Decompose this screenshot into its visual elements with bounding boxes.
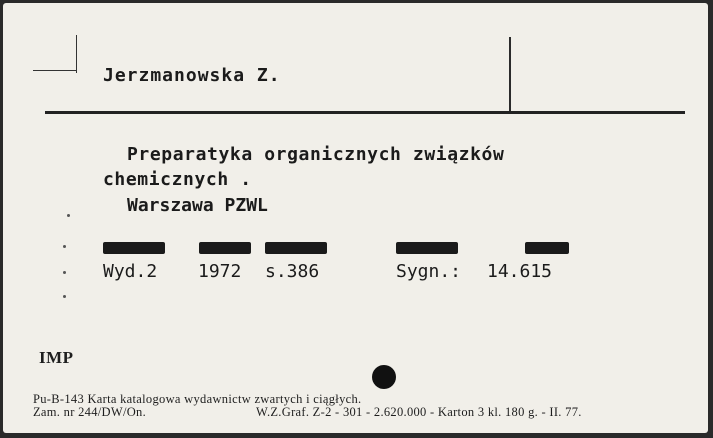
footer-order-number: Zam. nr 244/DW/On.	[33, 405, 147, 419]
title-line-2: chemicznych .	[103, 169, 252, 190]
margin-dot	[63, 295, 66, 298]
signature-label: Sygn.:	[396, 261, 462, 282]
publication-year: 1972	[198, 261, 242, 282]
imp-stamp: IMP	[39, 348, 74, 367]
page-count: s.386	[265, 261, 320, 282]
corner-mark-vertical	[76, 35, 77, 73]
corner-mark-horizontal	[33, 70, 77, 71]
punch-hole	[372, 365, 396, 389]
strikeout-signature-label	[396, 242, 458, 254]
strikeout-signature-value	[525, 242, 569, 254]
margin-dot	[63, 271, 66, 274]
margin-dot	[63, 245, 66, 248]
catalog-card	[3, 3, 708, 433]
margin-dot	[67, 214, 70, 217]
signature-box-divider	[509, 37, 511, 111]
footer-line-1: Pu-B-143 Karta katalogowa wydawnictw zwartych i ciągłych.	[33, 392, 362, 406]
strikeout-pages	[265, 242, 327, 254]
title-line-1: Preparatyka organicznych związków	[127, 144, 505, 165]
strikeout-year	[199, 242, 251, 254]
strikeout-edition	[103, 242, 165, 254]
edition-label: Wyd.2	[103, 261, 158, 282]
header-rule	[45, 111, 685, 114]
author: Jerzmanowska Z.	[103, 65, 281, 86]
signature-value: 14.615	[487, 261, 553, 282]
place-publisher: Warszawa PZWL	[127, 195, 268, 216]
footer-printer-info: W.Z.Graf. Z-2 - 301 - 2.620.000 - Karton 3 kl. 180 g. - II. 77.	[256, 405, 582, 419]
